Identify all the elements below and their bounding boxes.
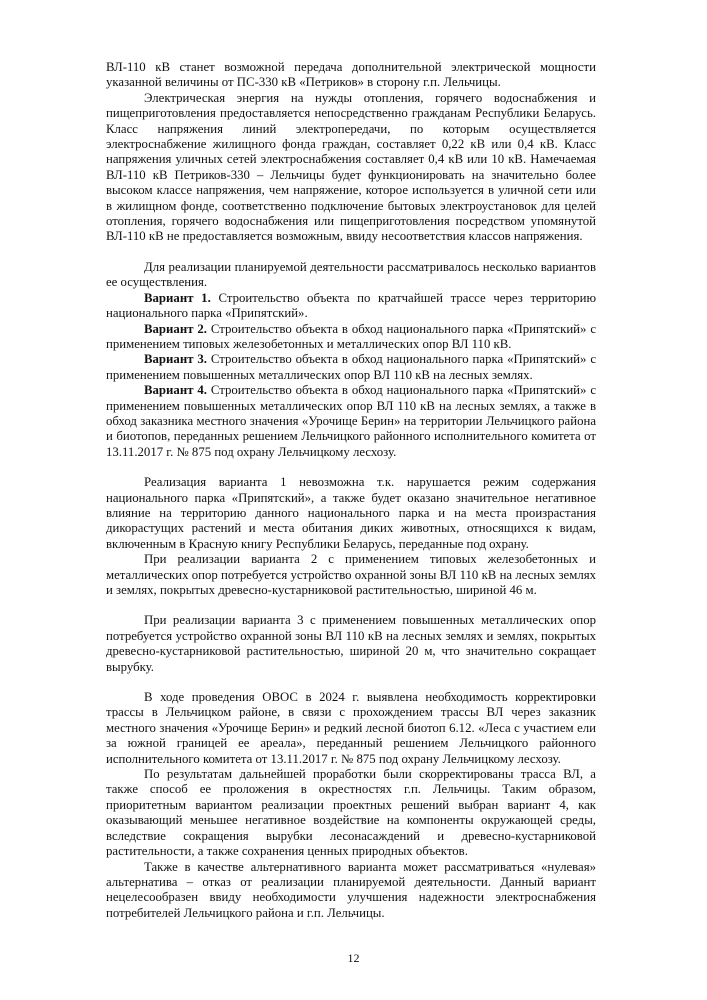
paragraph-ovos-correction: В ходе проведения ОВОС в 2024 г. выявлена необходимость корректировки трассы в Лельчицком районе, в связи с прохождением трассы ВЛ через заказник местного значения «Урочище Берин» и редкий лесной биотоп 6.12. «Леса с участием ели за южной границей ее ареала», переданный решением Лельчицкого районного исполнительного комитета от 13.11.2017 г. № 875 под охрану Лельчицкому лесхозу.: [106, 690, 596, 766]
paragraph-voltage-classes: Электрическая энергия на нужды отопления, горячего водоснабжения и пищеприготовления предоставляется непосредственно гражданам Республики Беларусь. Класс напряжения линий электропередачи, по которым осуществляется электроснабжение жилищного фонда граждан, составляет 0,22 кВ или 0,4 кВ. Класс напряжения уличных сетей электроснабжения составляет 0,4 кВ или 10 кВ. Намечаемая ВЛ-110 кВ Петриков-330 – Лельчицы будет функционировать на значительно более высоком классе напряжения, чем напряжение, которое используется в уличной сети или в жилищном фонде, соответственно подключение бытовых электроустановок для целей отопления, горячего водоснабжения или пищеприготовления посредством упомянутой ВЛ-110 кВ не предоставляется возможным, ввиду несоответствия классов напряжения.: [106, 90, 596, 244]
spacer: [106, 460, 596, 475]
spacer: [106, 245, 596, 260]
paragraph-variant-2-analysis: При реализации варианта 2 с применением типовых железобетонных и металлических опор потребуется устройство охранной зоны ВЛ 110 кВ на лесных землях и землях, покрытых древесно-кустарниковой растительностью, шириной 46 м.: [106, 552, 596, 597]
variant-2: [106, 322, 596, 353]
variant-3: [106, 352, 596, 383]
variant-4-text: Строительство объекта в обход национального парка «Припятский» с применением повышенных металлических опор ВЛ 110 кВ на лесных землях, а также в обход заказника местного значения «Урочище Берин» на территории Лельчицкого района и биотопов, переданных решением Лельчицкого районного исполнительного комитета от 13.11.2017 г. № 875 под охрану Лельчицкому лесхозу.: [106, 383, 596, 459]
paragraph-variant-3-analysis: При реализации варианта 3 с применением повышенных металлических опор потребуется устройство охранной зоны ВЛ 110 кВ на лесных землях и землях, покрытых древесно-кустарниковой растительностью, шириной 20 м, что значительно сокращает вырубку.: [106, 613, 596, 674]
page-number: 12: [347, 951, 360, 965]
variant-1-label: Вариант 1.: [144, 290, 211, 305]
document-body: [106, 60, 596, 921]
variant-3-label: Вариант 3.: [144, 352, 207, 367]
variant-1-text: Строительство объекта по кратчайшей трассе через территорию национального парка «Припятский».: [106, 290, 597, 321]
variant-1: [106, 291, 596, 322]
variant-4: [106, 383, 596, 460]
spacer: [106, 675, 596, 690]
variant-2-label: Вариант 2.: [144, 321, 207, 336]
spacer: [106, 598, 596, 613]
variant-2-text: Строительство объекта в обход национального парка «Припятский» с применением типовых железобетонных и металлических опор ВЛ 110 кВ.: [106, 321, 596, 351]
paragraph-zero-alternative: Также в качестве альтернативного варианта может рассматриваться «нулевая» альтернатива – отказ от реализации планируемой деятельности. Данный вариант нецелесообразен ввиду необходимости улучшения надежности электроснабжения потребителей Лельчицкого района и г.п. Лельчицы.: [106, 859, 596, 920]
variant-3-text: Строительство объекта в обход национального парка «Припятский» с применением повышенных металлических опор ВЛ 110 кВ на лесных землях.: [106, 352, 596, 382]
paragraph-power-transfer: ВЛ-110 кВ станет возможной передача дополнительной электрической мощности указанной величины от ПС-330 кВ «Петриков» в сторону г.п. Лельчицы.: [106, 60, 596, 90]
paragraph-variant-1-analysis: Реализация варианта 1 невозможна т.к. нарушается режим содержания национального парка «Припятский», а также будет оказано значительное негативное влияние на территорию данного национального парка и на места произрастания дикорастущих растений и места обитания диких животных, относящихся к видам, включенным в Красную книгу Республики Беларусь, переданные под охрану.: [106, 475, 596, 551]
variant-4-label: Вариант 4.: [144, 383, 207, 398]
paragraph-priority-variant: По результатам дальнейшей проработки были скорректированы трасса ВЛ, а также способ ее проложения в окрестностях г.п. Лельчицы. Таким образом, приоритетным вариантом реализации проектных решений выбран вариант 4, как оказывающий меньшее негативное воздействие на компоненты окружающей среды, вследствие сокращения вырубки лесонасаждений и древесно-кустарниковой растительности, а также сохранения ценных природных объектов.: [106, 767, 596, 859]
paragraph-variants-intro: Для реализации планируемой деятельности рассматривалось несколько вариантов ее осуществления.: [106, 259, 596, 290]
